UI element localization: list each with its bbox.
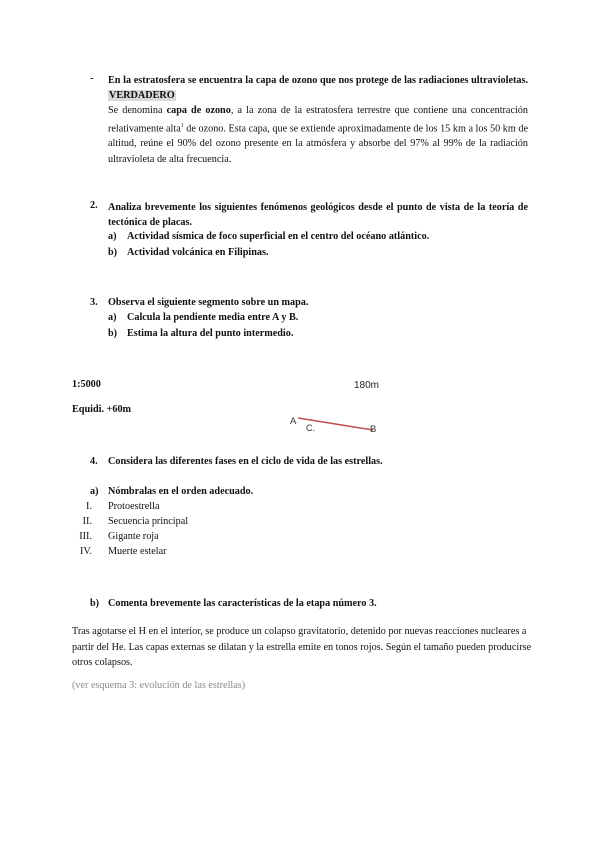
segment-point-b: B — [370, 424, 377, 435]
q3-item-a-marker: a) — [108, 312, 117, 323]
q3-item-b-marker: b) — [108, 328, 118, 339]
q4-part-b: Comenta brevemente las características de la etapa número 3. — [108, 598, 377, 609]
phase-1-name: Protoestrella — [108, 501, 160, 512]
q4-part-a: Nómbralas en el orden adecuado. — [108, 486, 254, 497]
q4-answer: Tras agotarse el H en el interior, se produce un colapso gravitatorio, detenido por nuevas reacciones nucleares a partir del He. Las capas externas se dilatan y la estrella emite en tonos rojos. Según el tamaño pueden producirse otros colapsos. — [72, 626, 532, 668]
q2-item-b: Actividad volcánica en Filipinas. — [127, 247, 269, 258]
q3-item-b: Estima la altura del punto intermedio. — [127, 328, 294, 339]
phase-3-name: Gigante roja — [108, 531, 159, 542]
phase-4-numeral: IV. — [80, 546, 92, 557]
phase-2-name: Secuencia principal — [108, 516, 189, 527]
segment-point-a: A — [290, 416, 297, 427]
map-scale: 1:5000 — [72, 379, 101, 390]
q2-item-b-marker: b) — [108, 247, 118, 258]
q1-expl-footnote-ref: 1 — [180, 122, 184, 129]
q1-expl-part-a: Se denomina — [108, 105, 167, 116]
q2-item-a-marker: a) — [108, 231, 117, 242]
q4-number: 4. — [90, 456, 98, 467]
q1-expl-part-c: de ozono. Esta capa, que se extiende aproximadamente de los 15 km a los 50 km de altitud, reúne el 90% del ozono presente en la atmósfera y absorbe del 97% al 99% de la radiación ultravioleta de alta frecuencia. — [108, 122, 528, 165]
q4-prompt: Considera las diferentes fases en el ciclo de vida de las estrellas. — [108, 456, 383, 467]
q2-item-a: Actividad sísmica de foco superficial en el centro del océano atlántico. — [127, 231, 430, 242]
q2-prompt: Analiza brevemente los siguientes fenómenos geológicos desde el punto de vista de la teoría de tectónica de placas. — [108, 202, 528, 228]
phase-3-numeral: III. — [79, 531, 92, 542]
q3-prompt: Observa el siguiente segmento sobre un mapa. — [108, 297, 309, 308]
q4-part-a-marker: a) — [90, 486, 99, 497]
phase-2-numeral: II. — [82, 516, 92, 527]
segment-point-c: C. — [306, 423, 315, 433]
q1-expl-bold-term: capa de ozono — [166, 105, 231, 116]
q3-item-a: Calcula la pendiente media entre A y B. — [127, 312, 299, 323]
q2-number: 2. — [90, 200, 98, 211]
q1-bullet: - — [90, 73, 94, 84]
q3-number: 3. — [90, 297, 98, 308]
q1-answer: VERDADERO — [109, 90, 175, 101]
phase-1-numeral: I. — [86, 501, 92, 512]
segment-distance-label: 180m — [354, 380, 380, 391]
map-equidistance: Equidi. +60m — [72, 404, 132, 415]
q1-statement-text: En la estratosfera se encuentra la capa de ozono que nos protege de las radiaciones ultravioletas. — [108, 75, 528, 86]
q4-note: (ver esquema 3: evolución de las estrellas) — [72, 680, 246, 691]
q1-explanation — [108, 103, 528, 167]
q4-part-b-marker: b) — [90, 598, 100, 609]
phase-4-name: Muerte estelar — [108, 546, 167, 557]
q1-expl-part-b: , a la zona de la estratosfera terrestre que contiene una concentración relativamente alta — [108, 105, 528, 134]
q1-statement — [108, 73, 528, 103]
